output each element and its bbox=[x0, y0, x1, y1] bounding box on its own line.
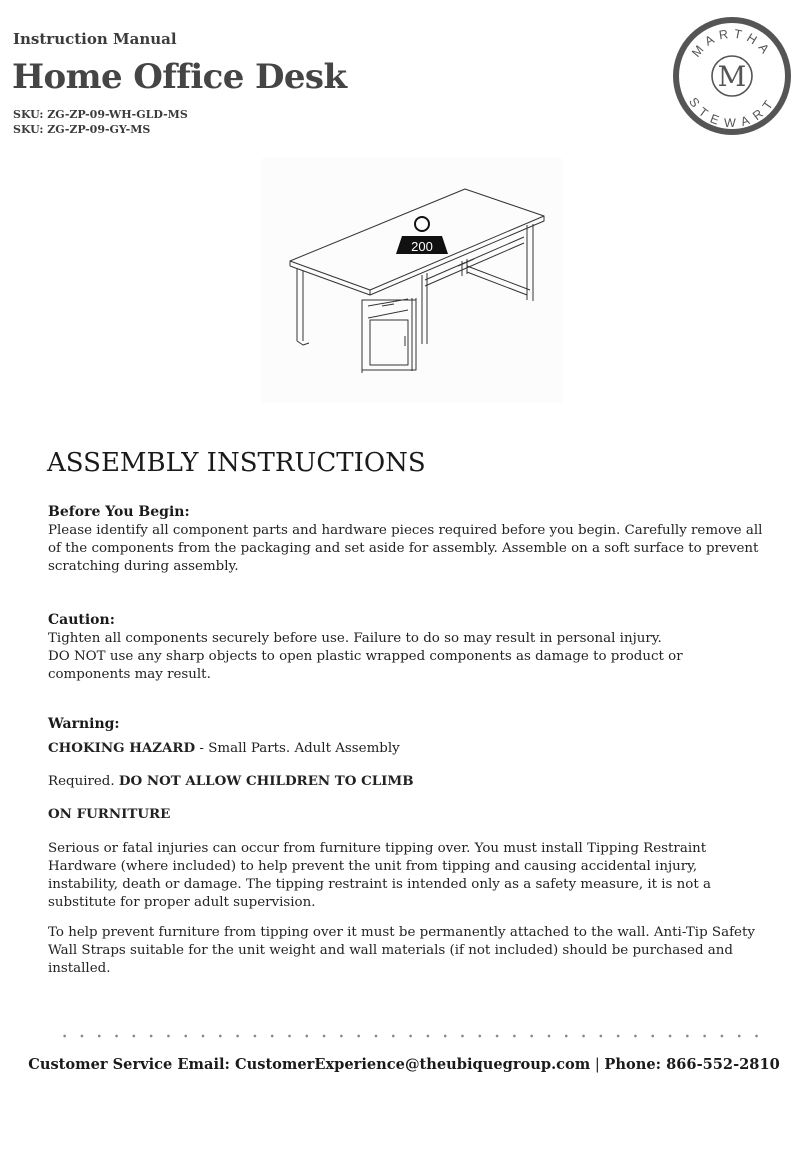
before-text: Please identify all component parts and hardware pieces required before you begin. Carefully remove all of the components from the packaging and set aside for assembly. Assemble on a soft surface to prevent scratching during assembly. bbox=[48, 523, 763, 574]
on-furniture-line: ON FURNITURE bbox=[48, 806, 171, 822]
climb-line bbox=[48, 773, 414, 789]
weight-icon bbox=[396, 217, 448, 254]
warning-title: Warning: bbox=[48, 716, 120, 732]
desk-illustration bbox=[262, 158, 562, 403]
logo-top-text: MARTHA bbox=[689, 26, 775, 60]
sku-line-1: SKU: ZG-ZP-09-WH-GLD-MS bbox=[13, 108, 188, 121]
anti-tip-paragraph: To help prevent furniture from tipping over it must be permanently attached to the wall. Anti-Tip Safety Wall Straps suitable for the unit weight and wall materials (if not included) should be purchased and installed. bbox=[48, 925, 755, 976]
caution-line-2: DO NOT use any sharp objects to open plastic wrapped components as damage to product or components may result. bbox=[48, 649, 683, 682]
footer-contact bbox=[0, 1056, 808, 1073]
martha-stewart-logo bbox=[672, 16, 792, 136]
before-title: Before You Begin: bbox=[48, 504, 190, 520]
weight-badge-label: 200 bbox=[411, 239, 433, 254]
choking-rest: - Small Parts. Adult Assembly bbox=[195, 741, 400, 756]
climb-warning: DO NOT ALLOW CHILDREN TO CLIMB bbox=[118, 773, 414, 789]
product-title: Home Office Desk bbox=[12, 57, 347, 97]
tipping-paragraph: Serious or fatal injuries can occur from furniture tipping over. You must install Tipping Restraint Hardware (where included) to help prevent the unit from tipping and causing accidental injury, instability, death or damage. The tipping restraint is intended only as a safety measure, it is not a substitute for proper adult supervision. bbox=[48, 841, 711, 910]
logo-monogram: M bbox=[717, 60, 747, 93]
dotted-divider bbox=[56, 1033, 766, 1039]
choking-line bbox=[48, 740, 400, 756]
logo-bottom-text: STEWART bbox=[686, 94, 778, 130]
footer-phone: Phone: 866-552-2810 bbox=[604, 1056, 780, 1073]
caution-title: Caution: bbox=[48, 612, 115, 628]
footer-separator: | bbox=[590, 1056, 605, 1073]
caution-line-1: Tighten all components securely before use. Failure to do so may result in personal injury. bbox=[48, 631, 662, 646]
document-label: Instruction Manual bbox=[13, 30, 177, 48]
footer-email: Customer Service Email: CustomerExperience@theubiquegroup.com bbox=[28, 1056, 591, 1073]
sku-line-2: SKU: ZG-ZP-09-GY-MS bbox=[13, 123, 151, 136]
choking-hazard-label: CHOKING HAZARD bbox=[48, 740, 196, 756]
section-heading: ASSEMBLY INSTRUCTIONS bbox=[47, 448, 426, 478]
required-text: Required. bbox=[48, 774, 119, 789]
